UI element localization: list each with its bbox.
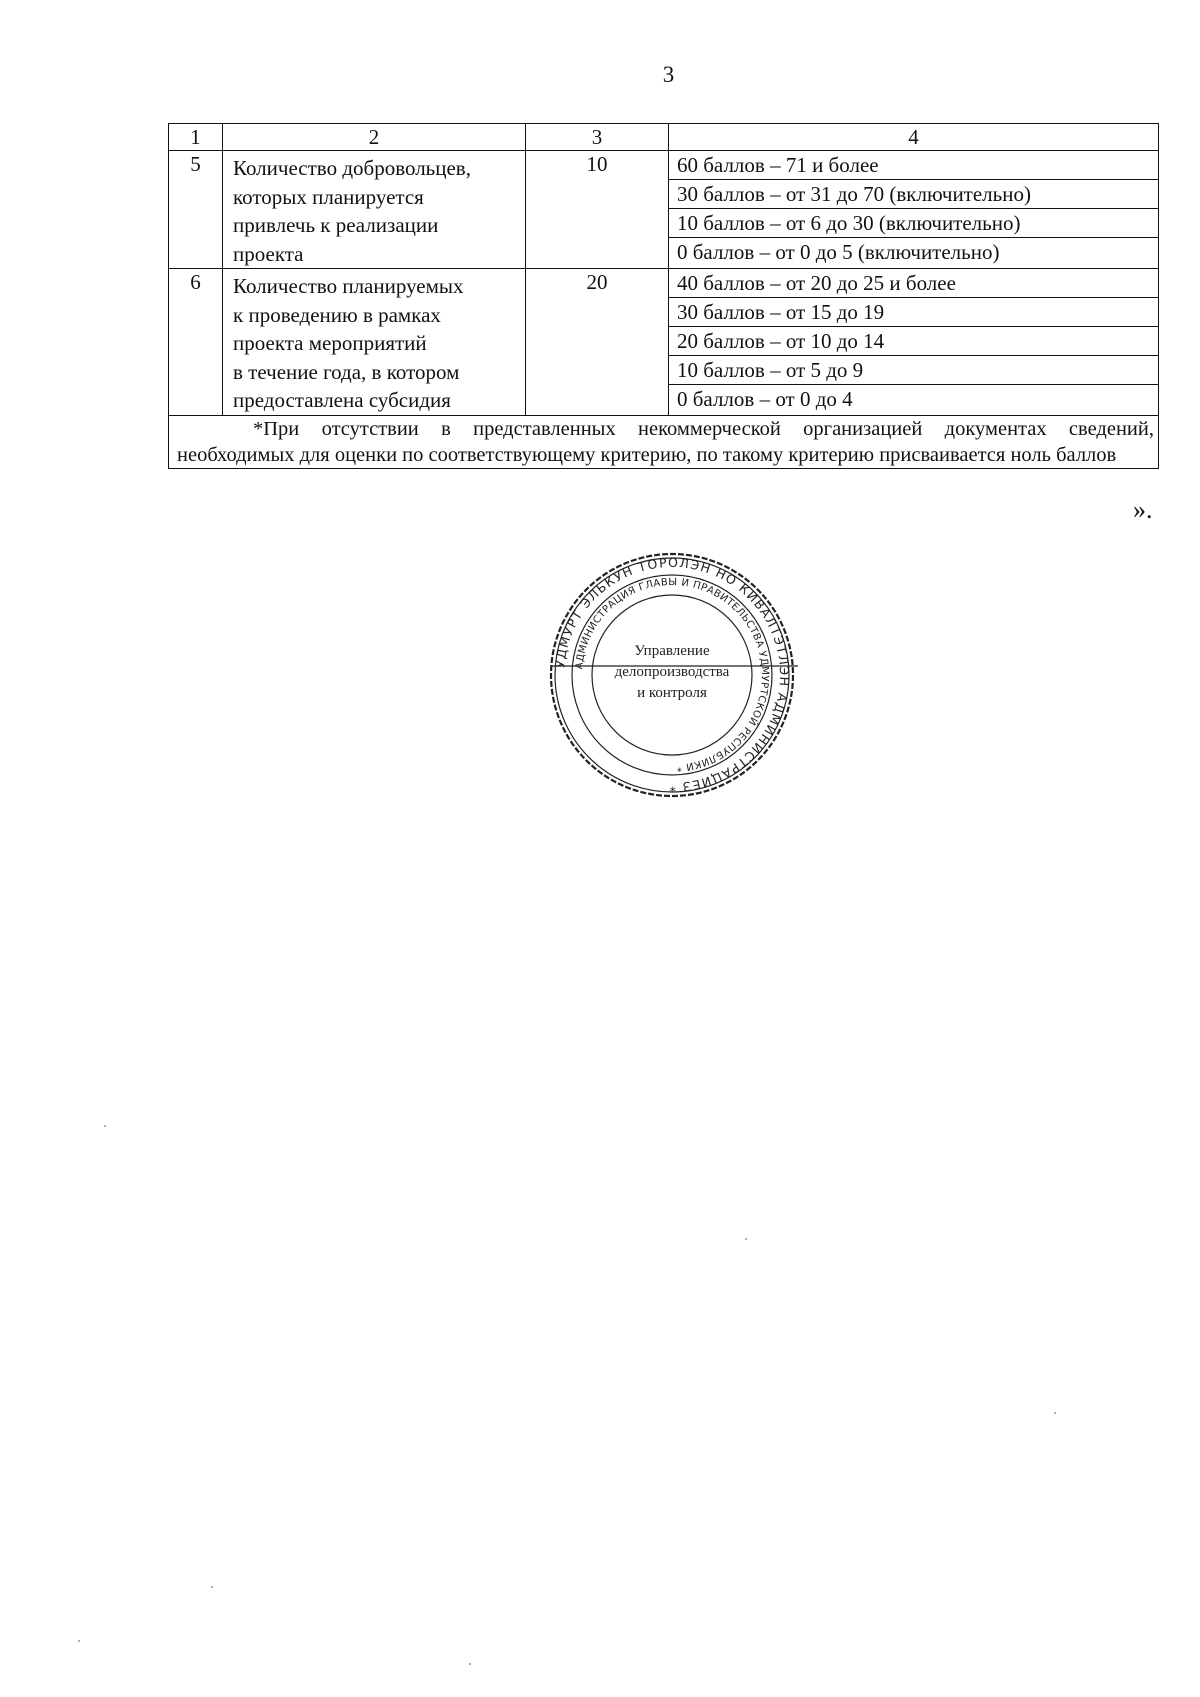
page-number: 3 (662, 62, 675, 87)
table-row (169, 151, 1159, 269)
scan-speck (1054, 1412, 1056, 1414)
criterion-line: предоставлена субсидия (233, 388, 451, 412)
scan-speck (469, 1663, 471, 1665)
footnote (169, 415, 1159, 468)
footnote-line: *При отсутствии в представленных некоммерческой организацией документах сведений, (253, 417, 1154, 440)
table-row (169, 269, 1159, 416)
footnote-row (169, 415, 1159, 468)
seal-middle-text: АДМИНИСТРАЦИЯ ГЛАВЫ И ПРАВИТЕЛЬСТВА УДМУРТСКОЙ РЕСПУБЛИКИ * (574, 576, 771, 773)
criterion-name (223, 269, 526, 416)
header-cell: 4 (669, 124, 1159, 151)
criterion-line: проекта мероприятий (233, 331, 427, 355)
score-band: 30 баллов – от 15 до 19 (669, 298, 1158, 327)
closing-quote: ». (1133, 495, 1153, 524)
footnote-text: необходимых для оценки по соответствующему критерию, по такому критерию присваивается ноль баллов (177, 443, 1117, 466)
official-seal (546, 549, 798, 801)
score-cell (669, 269, 1159, 416)
seal-center-line: и контроля (637, 685, 707, 701)
score-band: 20 баллов – от 10 до 14 (669, 327, 1158, 356)
row-number: 6 (169, 269, 223, 416)
criterion-name (223, 151, 526, 269)
scan-speck (104, 1125, 106, 1127)
criterion-line: Количество добровольцев, (233, 156, 471, 180)
criterion-weight: 10 (526, 151, 669, 269)
header-cell: 3 (526, 124, 669, 151)
criterion-weight: 20 (526, 269, 669, 416)
score-band: 60 баллов – 71 и более (669, 151, 1158, 180)
score-band: 10 баллов – от 5 до 9 (669, 356, 1158, 385)
score-band: 0 баллов – от 0 до 5 (включительно) (677, 240, 1000, 264)
criterion-line: к проведению в рамках (233, 302, 441, 327)
criteria-table (168, 123, 1159, 469)
table-header-row (169, 124, 1159, 151)
criterion-line: которых планируется (233, 184, 424, 209)
score-band: 0 баллов – от 0 до 4 (677, 387, 853, 411)
seal-center (615, 643, 730, 701)
criterion-line: в течение года, в котором (233, 359, 460, 384)
scan-speck (211, 1586, 213, 1588)
score-band: 40 баллов – от 20 до 25 и более (669, 269, 1158, 298)
header-cell: 2 (223, 124, 526, 151)
seal-center-line: делопроизводства (614, 664, 730, 680)
criterion-line: привлечь к реализации (233, 213, 439, 237)
score-cell (669, 151, 1159, 269)
scan-speck (745, 1238, 747, 1240)
score-band: 10 баллов – от 6 до 30 (включительно) (669, 209, 1158, 238)
criterion-line: Количество планируемых (233, 274, 464, 298)
row-number: 5 (169, 151, 223, 269)
seal-outer-text: УДМУРТ ЭЛЬКУН ТОРОЛЭН НО КИВАЛТЭТЛЭН АДМИНИСТРАЦИЕЗ * (552, 554, 793, 796)
header-cell: 1 (169, 124, 223, 151)
seal-center-line: Управление (634, 643, 710, 659)
score-band: 30 баллов – от 31 до 70 (включительно) (669, 180, 1158, 209)
criterion-line: проекта (233, 241, 304, 266)
scan-speck (78, 1640, 80, 1642)
